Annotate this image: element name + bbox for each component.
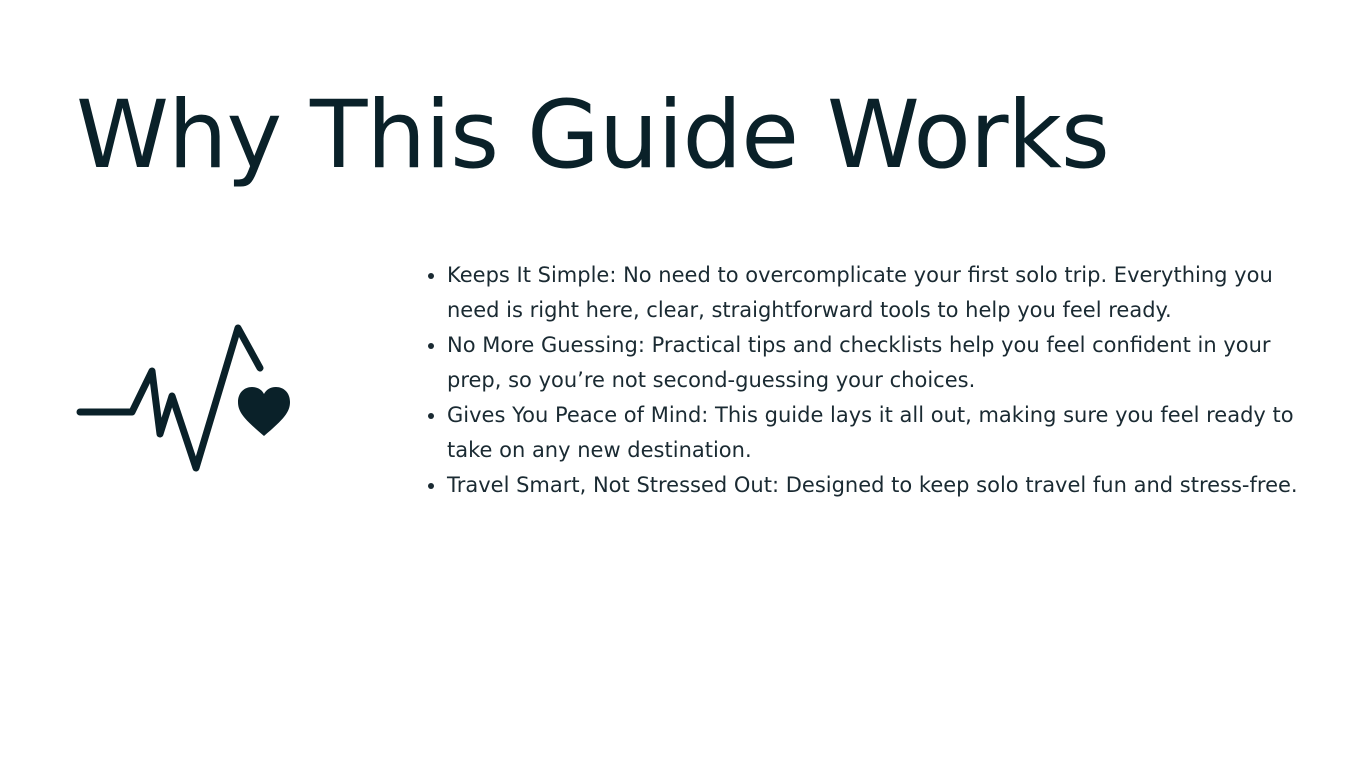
- page-title: Why This Guide Works: [76, 81, 1109, 190]
- list-item: • Keeps It Simple: No need to overcomplicate your first solo trip. Everything you need is right here, clear, straightforward tools to help you feel ready.: [447, 258, 1327, 328]
- benefits-list: [420, 258, 1327, 503]
- heartbeat-heart-icon: [72, 316, 302, 481]
- list-item: • Gives You Peace of Mind: This guide lays it all out, making sure you feel ready to take on any new destination.: [447, 398, 1327, 468]
- list-item: • Travel Smart, Not Stressed Out: Designed to keep solo travel fun and stress-free.: [447, 468, 1327, 503]
- list-item: • No More Guessing: Practical tips and checklists help you feel confident in your prep, so you’re not second-guessing your choices.: [447, 328, 1327, 398]
